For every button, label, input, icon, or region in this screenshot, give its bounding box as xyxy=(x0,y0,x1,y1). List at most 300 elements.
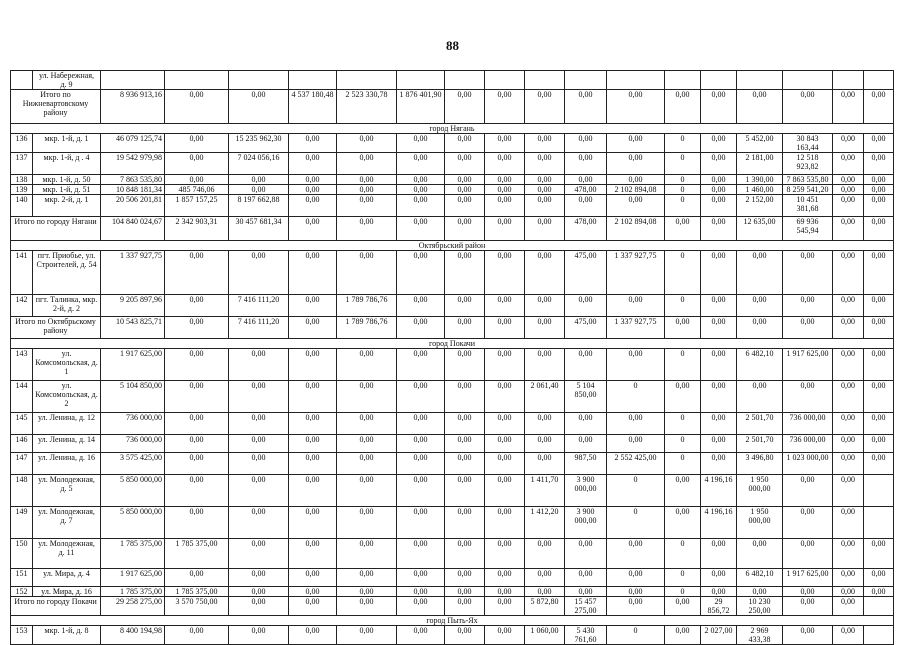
value-cell: 0,00 xyxy=(229,539,289,569)
value-cell: 0,00 xyxy=(165,349,229,381)
value-cell: 0,00 xyxy=(485,153,525,175)
value-cell: 0,00 xyxy=(445,134,485,153)
value-cell: 0,00 xyxy=(701,153,737,175)
value-cell: 987,50 xyxy=(565,453,607,475)
address-cell: ул. Мира, д. 4 xyxy=(33,569,101,587)
value-cell: 1 337 927,75 xyxy=(607,317,665,339)
value-cell: 2 552 425,00 xyxy=(607,453,665,475)
value-cell: 0,00 xyxy=(485,539,525,569)
value-cell: 0,00 xyxy=(397,435,445,453)
value-cell: 478,00 xyxy=(565,185,607,195)
value-cell: 0,00 xyxy=(445,626,485,645)
value-cell: 0,00 xyxy=(833,217,864,241)
value-cell: 0,00 xyxy=(864,381,894,413)
value-cell: 0,00 xyxy=(397,587,445,597)
value-cell: 0,00 xyxy=(833,251,864,295)
value-cell: 0,00 xyxy=(737,251,783,295)
value-cell: 0,00 xyxy=(229,587,289,597)
table-row xyxy=(11,349,894,381)
value-cell: 3 570 750,00 xyxy=(165,597,229,616)
address-cell: ул. Мира, д. 16 xyxy=(33,587,101,597)
value-cell: 0,00 xyxy=(289,381,337,413)
value-cell: 29 258 275,00 xyxy=(101,597,165,616)
value-cell: 0,00 xyxy=(833,453,864,475)
value-cell: 0,00 xyxy=(445,175,485,185)
total-label: Итого по Нижневартовскому району xyxy=(11,90,101,124)
value-cell: 2 061,40 xyxy=(525,381,565,413)
value-cell: 0,00 xyxy=(485,349,525,381)
value-cell: 0,00 xyxy=(229,626,289,645)
row-number: 144 xyxy=(11,381,33,413)
value-cell: 0,00 xyxy=(289,217,337,241)
value-cell: 0 xyxy=(665,569,701,587)
value-cell: 485 746,06 xyxy=(165,185,229,195)
value-cell: 0,00 xyxy=(165,90,229,124)
value-cell xyxy=(864,626,894,645)
value-cell: 0,00 xyxy=(397,381,445,413)
table-row xyxy=(11,185,894,195)
value-cell: 0,00 xyxy=(165,413,229,435)
value-cell: 0,00 xyxy=(607,90,665,124)
value-cell: 0,00 xyxy=(525,90,565,124)
value-cell: 0,00 xyxy=(289,175,337,185)
value-cell: 475,00 xyxy=(565,251,607,295)
value-cell: 0,00 xyxy=(337,251,397,295)
value-cell: 0,00 xyxy=(665,597,701,616)
value-cell: 0,00 xyxy=(229,435,289,453)
value-cell: 0,00 xyxy=(289,453,337,475)
value-cell: 0,00 xyxy=(665,90,701,124)
value-cell: 1 412,20 xyxy=(525,507,565,539)
address-cell: мкр. 1-й, д. 8 xyxy=(33,626,101,645)
value-cell: 0,00 xyxy=(607,413,665,435)
value-cell xyxy=(397,71,445,90)
value-cell: 4 537 180,48 xyxy=(289,90,337,124)
value-cell: 0,00 xyxy=(701,569,737,587)
value-cell: 0,00 xyxy=(525,153,565,175)
value-cell: 0,00 xyxy=(397,453,445,475)
row-number xyxy=(11,71,33,90)
value-cell: 29 856,72 xyxy=(701,597,737,616)
value-cell: 0,00 xyxy=(607,153,665,175)
value-cell: 1 337 927,75 xyxy=(607,251,665,295)
value-cell: 0,00 xyxy=(525,217,565,241)
value-cell: 0 xyxy=(665,539,701,569)
value-cell: 0,00 xyxy=(397,185,445,195)
value-cell: 0,00 xyxy=(165,381,229,413)
value-cell: 1 789 786,76 xyxy=(337,317,397,339)
value-cell: 0,00 xyxy=(229,569,289,587)
value-cell: 0,00 xyxy=(525,251,565,295)
address-cell: мкр. 2-й, д. 1 xyxy=(33,195,101,217)
value-cell: 0,00 xyxy=(565,90,607,124)
table-row xyxy=(11,153,894,175)
table-row xyxy=(11,413,894,435)
value-cell: 0,00 xyxy=(607,175,665,185)
value-cell: 0,00 xyxy=(525,587,565,597)
table-row xyxy=(11,539,894,569)
value-cell xyxy=(229,71,289,90)
value-cell: 1 023 000,00 xyxy=(783,453,833,475)
address-cell: ул. Молодежная, д. 7 xyxy=(33,507,101,539)
value-cell: 0,00 xyxy=(397,175,445,185)
value-cell: 0,00 xyxy=(783,539,833,569)
value-cell: 0,00 xyxy=(783,626,833,645)
value-cell: 0,00 xyxy=(607,587,665,597)
value-cell: 0,00 xyxy=(607,134,665,153)
value-cell: 1 917 625,00 xyxy=(101,349,165,381)
value-cell: 0,00 xyxy=(229,597,289,616)
row-number: 151 xyxy=(11,569,33,587)
value-cell: 0,00 xyxy=(289,195,337,217)
value-cell xyxy=(864,71,894,90)
value-cell: 0,00 xyxy=(485,435,525,453)
value-cell: 0,00 xyxy=(833,185,864,195)
value-cell: 0,00 xyxy=(737,381,783,413)
value-cell: 1 950 000,00 xyxy=(737,475,783,507)
value-cell: 0 xyxy=(665,175,701,185)
value-cell: 0,00 xyxy=(665,475,701,507)
value-cell: 0,00 xyxy=(445,507,485,539)
value-cell: 0,00 xyxy=(165,134,229,153)
value-cell xyxy=(737,71,783,90)
value-cell: 0,00 xyxy=(665,507,701,539)
value-cell: 0,00 xyxy=(864,251,894,295)
value-cell: 0,00 xyxy=(701,381,737,413)
value-cell: 104 840 024,67 xyxy=(101,217,165,241)
value-cell: 0,00 xyxy=(165,251,229,295)
value-cell: 0,00 xyxy=(864,317,894,339)
value-cell: 0,00 xyxy=(737,587,783,597)
value-cell: 0,00 xyxy=(397,475,445,507)
value-cell: 0,00 xyxy=(485,185,525,195)
value-cell: 4 196,16 xyxy=(701,475,737,507)
value-cell: 0 xyxy=(665,349,701,381)
table-row xyxy=(11,475,894,507)
value-cell: 0,00 xyxy=(337,349,397,381)
value-cell: 0,00 xyxy=(337,381,397,413)
row-number: 137 xyxy=(11,153,33,175)
value-cell: 0 xyxy=(665,195,701,217)
value-cell: 0,00 xyxy=(701,317,737,339)
value-cell: 15 457 275,00 xyxy=(565,597,607,616)
value-cell: 0 xyxy=(665,435,701,453)
total-label: Итого по Октябрьскому району xyxy=(11,317,101,339)
value-cell: 0,00 xyxy=(607,295,665,317)
value-cell: 0 xyxy=(607,475,665,507)
value-cell: 0,00 xyxy=(397,349,445,381)
section-row xyxy=(11,241,894,251)
value-cell: 0,00 xyxy=(229,251,289,295)
value-cell: 2 342 903,31 xyxy=(165,217,229,241)
value-cell: 0,00 xyxy=(165,507,229,539)
row-number: 139 xyxy=(11,185,33,195)
value-cell: 0,00 xyxy=(701,349,737,381)
value-cell: 0 xyxy=(665,251,701,295)
value-cell: 5 452,00 xyxy=(737,134,783,153)
value-cell: 0,00 xyxy=(485,195,525,217)
value-cell: 0,00 xyxy=(485,251,525,295)
value-cell: 0,00 xyxy=(833,381,864,413)
value-cell: 0,00 xyxy=(783,90,833,124)
value-cell: 0,00 xyxy=(607,195,665,217)
value-cell: 0,00 xyxy=(445,251,485,295)
row-number: 152 xyxy=(11,587,33,597)
value-cell: 0,00 xyxy=(289,251,337,295)
table-row xyxy=(11,569,894,587)
value-cell: 3 900 000,00 xyxy=(565,475,607,507)
value-cell: 0,00 xyxy=(833,587,864,597)
value-cell: 0,00 xyxy=(701,90,737,124)
value-cell: 0 xyxy=(665,185,701,195)
value-cell: 0,00 xyxy=(833,295,864,317)
table-row xyxy=(11,195,894,217)
row-number: 141 xyxy=(11,251,33,295)
value-cell: 9 205 897,96 xyxy=(101,295,165,317)
value-cell: 2 523 330,78 xyxy=(337,90,397,124)
value-cell: 7 416 111,20 xyxy=(229,317,289,339)
value-cell xyxy=(525,71,565,90)
value-cell: 0,00 xyxy=(337,413,397,435)
value-cell: 0,00 xyxy=(783,317,833,339)
value-cell: 0,00 xyxy=(864,185,894,195)
value-cell: 0,00 xyxy=(397,251,445,295)
value-cell: 1 917 625,00 xyxy=(783,349,833,381)
value-cell: 0,00 xyxy=(864,195,894,217)
value-cell: 7 416 111,20 xyxy=(229,295,289,317)
value-cell: 0,00 xyxy=(397,569,445,587)
value-cell: 0,00 xyxy=(289,134,337,153)
value-cell: 0,00 xyxy=(485,569,525,587)
value-cell: 0,00 xyxy=(445,195,485,217)
value-cell: 0,00 xyxy=(565,587,607,597)
value-cell: 5 430 761,60 xyxy=(565,626,607,645)
value-cell: 0,00 xyxy=(525,349,565,381)
value-cell: 0,00 xyxy=(397,539,445,569)
value-cell: 0,00 xyxy=(525,185,565,195)
value-cell: 0,00 xyxy=(485,626,525,645)
value-cell: 0,00 xyxy=(525,295,565,317)
value-cell: 0,00 xyxy=(525,175,565,185)
value-cell: 0,00 xyxy=(565,195,607,217)
address-cell: мкр. 1-й, д. 51 xyxy=(33,185,101,195)
value-cell: 6 482,10 xyxy=(737,349,783,381)
value-cell: 0,00 xyxy=(289,539,337,569)
value-cell: 2 969 433,38 xyxy=(737,626,783,645)
value-cell xyxy=(833,71,864,90)
value-cell: 0,00 xyxy=(165,153,229,175)
value-cell: 0,00 xyxy=(525,453,565,475)
row-number: 143 xyxy=(11,349,33,381)
value-cell: 0,00 xyxy=(165,626,229,645)
value-cell: 0,00 xyxy=(525,413,565,435)
value-cell: 0,00 xyxy=(525,435,565,453)
total-row xyxy=(11,90,894,124)
value-cell: 0,00 xyxy=(607,569,665,587)
value-cell: 8 259 541,20 xyxy=(783,185,833,195)
value-cell: 0,00 xyxy=(783,597,833,616)
value-cell: 0,00 xyxy=(701,413,737,435)
value-cell: 8 936 913,16 xyxy=(101,90,165,124)
value-cell: 736 000,00 xyxy=(101,435,165,453)
value-cell: 0,00 xyxy=(337,626,397,645)
section-row xyxy=(11,616,894,626)
value-cell: 10 848 181,34 xyxy=(101,185,165,195)
value-cell: 0,00 xyxy=(833,569,864,587)
value-cell: 4 196,16 xyxy=(701,507,737,539)
address-cell: мкр. 1-й, д. 1 xyxy=(33,134,101,153)
value-cell: 1 411,70 xyxy=(525,475,565,507)
value-cell: 0,00 xyxy=(445,435,485,453)
value-cell xyxy=(101,71,165,90)
value-cell: 0,00 xyxy=(229,381,289,413)
value-cell: 0,00 xyxy=(445,349,485,381)
value-cell xyxy=(864,507,894,539)
value-cell: 0,00 xyxy=(289,185,337,195)
total-label: Итого по городу Нягани xyxy=(11,217,101,241)
value-cell: 0,00 xyxy=(485,413,525,435)
value-cell: 0,00 xyxy=(485,453,525,475)
value-cell: 12 635,00 xyxy=(737,217,783,241)
value-cell: 0,00 xyxy=(701,251,737,295)
value-cell: 0 xyxy=(665,453,701,475)
value-cell: 1 857 157,25 xyxy=(165,195,229,217)
value-cell: 0,00 xyxy=(833,413,864,435)
value-cell: 0,00 xyxy=(229,475,289,507)
address-cell: ул. Молодежная, д. 5 xyxy=(33,475,101,507)
value-cell: 0,00 xyxy=(397,134,445,153)
value-cell: 0,00 xyxy=(337,587,397,597)
table-row xyxy=(11,587,894,597)
row-number: 138 xyxy=(11,175,33,185)
value-cell: 0,00 xyxy=(737,317,783,339)
row-number: 145 xyxy=(11,413,33,435)
value-cell: 0,00 xyxy=(565,153,607,175)
value-cell: 0,00 xyxy=(607,539,665,569)
value-cell: 3 575 425,00 xyxy=(101,453,165,475)
value-cell: 0,00 xyxy=(565,349,607,381)
value-cell: 0,00 xyxy=(833,90,864,124)
address-cell: ул. Комсомольская, д. 1 xyxy=(33,349,101,381)
value-cell xyxy=(289,71,337,90)
value-cell: 0,00 xyxy=(864,153,894,175)
value-cell: 0,00 xyxy=(289,435,337,453)
value-cell: 1 876 401,90 xyxy=(397,90,445,124)
value-cell: 1 917 625,00 xyxy=(101,569,165,587)
value-cell: 0,00 xyxy=(864,349,894,381)
value-cell: 0,00 xyxy=(397,153,445,175)
row-number: 149 xyxy=(11,507,33,539)
value-cell: 0,00 xyxy=(229,175,289,185)
value-cell: 0,00 xyxy=(864,435,894,453)
value-cell: 0,00 xyxy=(833,597,864,616)
table-row xyxy=(11,251,894,295)
value-cell: 0,00 xyxy=(833,626,864,645)
value-cell: 0,00 xyxy=(289,295,337,317)
table-row xyxy=(11,71,894,90)
value-cell: 0,00 xyxy=(565,295,607,317)
value-cell: 478,00 xyxy=(565,217,607,241)
value-cell: 0,00 xyxy=(397,597,445,616)
value-cell: 0,00 xyxy=(701,195,737,217)
value-cell xyxy=(665,71,701,90)
value-cell: 0,00 xyxy=(337,185,397,195)
value-cell: 0,00 xyxy=(289,349,337,381)
section-row xyxy=(11,124,894,134)
value-cell: 12 518 923,82 xyxy=(783,153,833,175)
value-cell: 0,00 xyxy=(289,597,337,616)
value-cell: 0,00 xyxy=(445,597,485,616)
value-cell: 0 xyxy=(607,381,665,413)
value-cell xyxy=(864,475,894,507)
value-cell: 0,00 xyxy=(525,569,565,587)
value-cell: 0,00 xyxy=(165,317,229,339)
value-cell: 0,00 xyxy=(701,295,737,317)
section-title: Октябрьский район xyxy=(11,241,894,251)
value-cell: 3 900 000,00 xyxy=(565,507,607,539)
value-cell: 0,00 xyxy=(833,349,864,381)
value-cell: 0,00 xyxy=(701,175,737,185)
value-cell xyxy=(165,71,229,90)
value-cell: 0,00 xyxy=(289,475,337,507)
value-cell: 0,00 xyxy=(864,569,894,587)
value-cell: 0,00 xyxy=(165,175,229,185)
table-row xyxy=(11,435,894,453)
address-cell: ул. Комсомольская, д. 2 xyxy=(33,381,101,413)
value-cell: 0,00 xyxy=(701,134,737,153)
value-cell: 0,00 xyxy=(165,569,229,587)
value-cell: 46 079 125,74 xyxy=(101,134,165,153)
value-cell: 0,00 xyxy=(565,569,607,587)
value-cell: 0,00 xyxy=(165,453,229,475)
value-cell: 0,00 xyxy=(337,507,397,539)
total-label: Итого по городу Покачи xyxy=(11,597,101,616)
value-cell: 0,00 xyxy=(833,539,864,569)
value-cell xyxy=(783,71,833,90)
value-cell: 0,00 xyxy=(445,185,485,195)
value-cell: 0,00 xyxy=(445,381,485,413)
value-cell: 0,00 xyxy=(229,90,289,124)
value-cell: 0,00 xyxy=(565,134,607,153)
value-cell: 5 850 000,00 xyxy=(101,507,165,539)
value-cell: 0,00 xyxy=(783,475,833,507)
value-cell: 0,00 xyxy=(445,453,485,475)
value-cell: 0,00 xyxy=(607,597,665,616)
total-row xyxy=(11,317,894,339)
value-cell: 0 xyxy=(665,295,701,317)
value-cell: 20 506 201,81 xyxy=(101,195,165,217)
value-cell: 0,00 xyxy=(485,597,525,616)
value-cell: 1 785 375,00 xyxy=(101,587,165,597)
value-cell: 0,00 xyxy=(864,453,894,475)
row-number: 147 xyxy=(11,453,33,475)
value-cell: 5 872,80 xyxy=(525,597,565,616)
value-cell: 0,00 xyxy=(565,413,607,435)
value-cell: 0,00 xyxy=(864,539,894,569)
value-cell: 0,00 xyxy=(165,475,229,507)
total-row xyxy=(11,217,894,241)
value-cell: 0,00 xyxy=(864,587,894,597)
address-cell: ул. Ленина, д. 12 xyxy=(33,413,101,435)
value-cell: 0,00 xyxy=(833,175,864,185)
value-cell: 0,00 xyxy=(833,317,864,339)
value-cell: 2 181,00 xyxy=(737,153,783,175)
value-cell: 0,00 xyxy=(445,153,485,175)
section-title: город Покачи xyxy=(11,339,894,349)
value-cell xyxy=(607,71,665,90)
value-cell: 0,00 xyxy=(397,295,445,317)
row-number: 136 xyxy=(11,134,33,153)
